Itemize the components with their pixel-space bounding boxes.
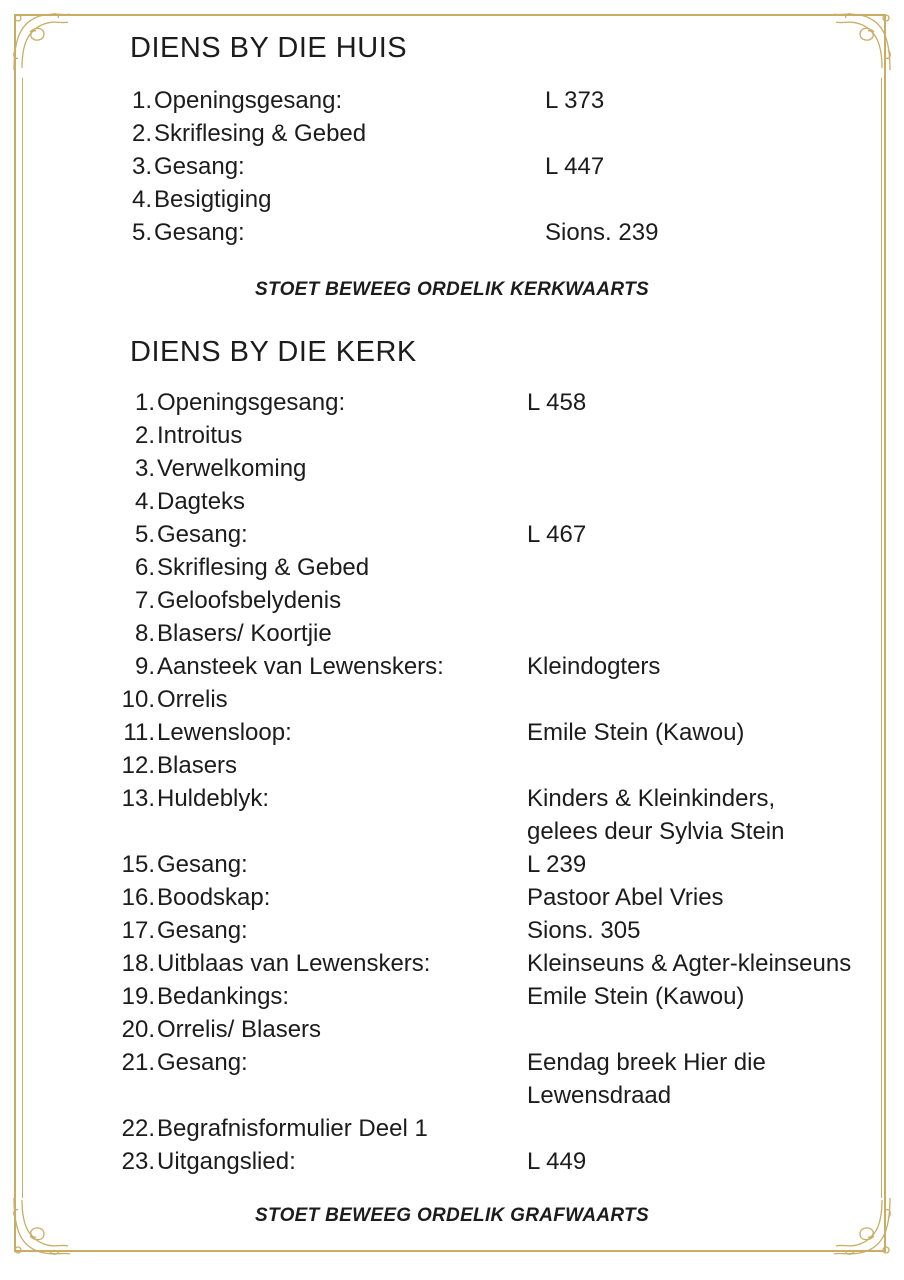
list-item [0, 216, 904, 249]
section-title-church: DIENS BY DIE KERK [130, 336, 417, 368]
item-value: Emile Stein (Kawou) [527, 983, 745, 1010]
item-label: Verwelkoming [157, 455, 307, 482]
item-label: Boodskap: [157, 884, 271, 911]
list-item [0, 716, 904, 749]
item-label: Begrafnisformulier Deel 1 [157, 1115, 428, 1142]
item-label: Huldeblyk: [157, 785, 270, 812]
item-label: Orrelis [157, 686, 228, 713]
list-item [0, 117, 904, 150]
item-number: 13. [121, 785, 155, 812]
item-number: 12. [121, 752, 155, 779]
list-item [0, 617, 904, 650]
item-label: Uitgangslied: [157, 1148, 296, 1175]
item-number: 15. [121, 851, 155, 878]
item-label: Blasers/ Koortjie [157, 620, 332, 647]
item-number: 18. [121, 950, 155, 977]
item-value: Eendag breek Hier die [527, 1049, 766, 1076]
list-item [0, 914, 904, 947]
item-number: 21. [121, 1049, 155, 1076]
item-value-continued: Lewensdraad [527, 1082, 672, 1109]
item-label: Gesang: [154, 219, 245, 246]
item-value: L 449 [527, 1148, 587, 1175]
item-value: Pastoor Abel Vries [527, 884, 724, 911]
corner-ornament-top-left [10, 10, 74, 74]
item-label: Skriflesing & Gebed [157, 554, 370, 581]
list-item [0, 1112, 904, 1145]
list-item [0, 518, 904, 551]
list-item [0, 947, 904, 980]
list-item [0, 84, 904, 117]
item-number: 1. [134, 389, 155, 416]
list-item [0, 183, 904, 216]
item-number: 4. [134, 488, 155, 515]
item-number: 11. [123, 719, 155, 746]
list-item [0, 848, 904, 881]
section-title-house: DIENS BY DIE HUIS [130, 32, 408, 64]
list-item [0, 881, 904, 914]
item-number: 3. [134, 455, 155, 482]
item-value: Kleindogters [527, 653, 661, 680]
item-number: 6. [134, 554, 155, 581]
item-label: Lewensloop: [157, 719, 292, 746]
item-label: Dagteks [157, 488, 246, 515]
list-item [0, 452, 904, 485]
item-label: Gesang: [157, 1049, 248, 1076]
item-label: Gesang: [157, 521, 248, 548]
list-item [0, 683, 904, 716]
item-number: 7. [134, 587, 155, 614]
list-item [0, 980, 904, 1013]
item-label: Blasers [157, 752, 238, 779]
item-number: 10. [121, 686, 155, 713]
list-item [0, 650, 904, 683]
list-item [0, 1145, 904, 1178]
item-number: 5. [131, 219, 152, 246]
item-number: 2. [134, 422, 155, 449]
list-item [0, 782, 904, 848]
item-number: 22. [121, 1115, 155, 1142]
item-label: Besigtiging [154, 186, 272, 213]
item-label: Openingsgesang: [154, 87, 343, 114]
item-label: Uitblaas van Lewenskers: [157, 950, 431, 977]
item-value: L 239 [527, 851, 587, 878]
item-value: L 447 [545, 153, 605, 180]
item-value: Emile Stein (Kawou) [527, 719, 745, 746]
item-value: Kleinseuns & Agter-kleinseuns [527, 950, 852, 977]
item-number: 9. [134, 653, 155, 680]
item-label: Gesang: [157, 917, 248, 944]
item-label: Gesang: [154, 153, 245, 180]
item-number: 20. [121, 1016, 155, 1043]
item-number: 3. [131, 153, 152, 180]
item-value: L 458 [527, 389, 587, 416]
list-item [0, 150, 904, 183]
list-item [0, 1013, 904, 1046]
list-item [0, 386, 904, 419]
item-label: Gesang: [157, 851, 248, 878]
item-number: 5. [134, 521, 155, 548]
item-label: Openingsgesang: [157, 389, 346, 416]
item-number: 2. [131, 120, 152, 147]
list-item [0, 1046, 904, 1112]
item-value: Sions. 305 [527, 917, 641, 944]
item-number: 1. [131, 87, 152, 114]
church-service-list [0, 386, 904, 1178]
item-number: 4. [131, 186, 152, 213]
house-service-list [0, 84, 904, 249]
item-value: L 373 [545, 87, 605, 114]
list-item [0, 485, 904, 518]
item-label: Skriflesing & Gebed [154, 120, 367, 147]
list-item [0, 749, 904, 782]
procession-to-church-note: STOET BEWEEG ORDELIK KERKWAARTS [255, 279, 649, 300]
list-item [0, 419, 904, 452]
item-number: 16. [121, 884, 155, 911]
item-number: 19. [121, 983, 155, 1010]
item-label: Bedankings: [157, 983, 290, 1010]
procession-to-grave-note: STOET BEWEEG ORDELIK GRAFWAARTS [255, 1205, 649, 1226]
item-label: Aansteek van Lewenskers: [157, 653, 444, 680]
item-label: Geloofsbelydenis [157, 587, 342, 614]
item-label: Orrelis/ Blasers [157, 1016, 322, 1043]
item-number: 17. [121, 917, 155, 944]
item-number: 23. [121, 1148, 155, 1175]
item-value: L 467 [527, 521, 587, 548]
list-item [0, 584, 904, 617]
item-number: 8. [134, 620, 155, 647]
item-value-continued: gelees deur Sylvia Stein [527, 818, 785, 845]
corner-ornament-top-right [830, 10, 894, 74]
item-label: Introitus [157, 422, 243, 449]
item-value: Sions. 239 [545, 219, 659, 246]
list-item [0, 551, 904, 584]
item-value: Kinders & Kleinkinders, [527, 785, 776, 812]
